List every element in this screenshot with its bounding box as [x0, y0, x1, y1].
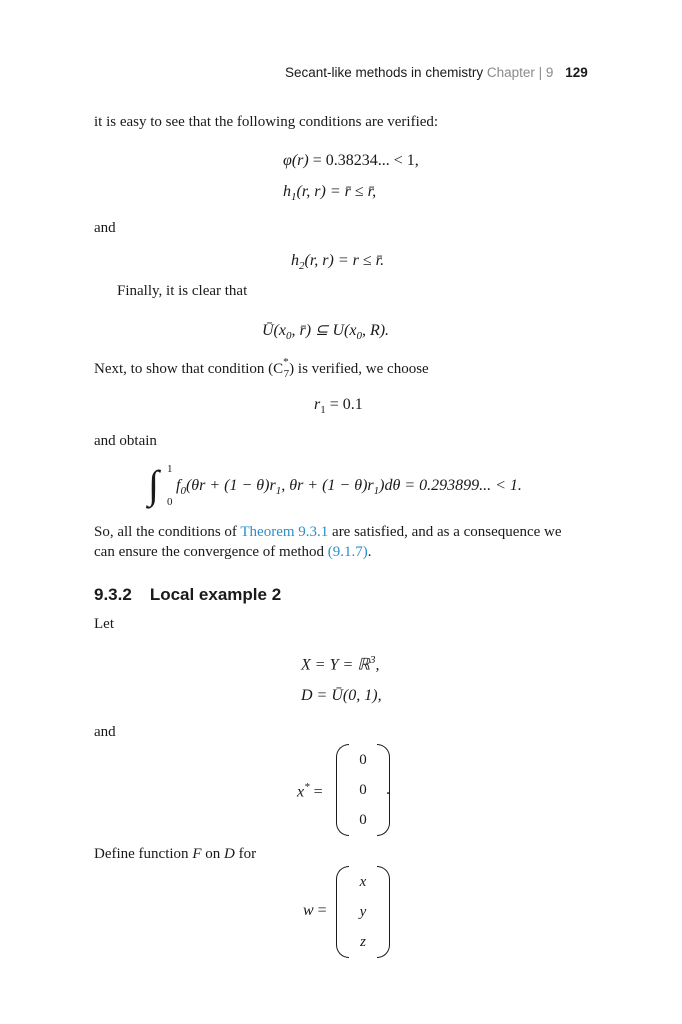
phi-rhs: = 0.38234... < 1, [312, 152, 419, 169]
matrix-entry: 0 [359, 751, 367, 768]
next-sup: * [283, 356, 289, 368]
equation-spaces [301, 654, 379, 674]
spaces-text: X = Y = ℝ [301, 656, 370, 674]
eq4-a: Ū(x [262, 322, 286, 339]
define-c: for [234, 846, 257, 862]
h1-fn: h [283, 183, 291, 200]
equation-integral [148, 463, 568, 513]
left-paren [336, 744, 349, 836]
page-number: 129 [565, 65, 588, 80]
h2-args: (r, r) = r ≤ r̄. [304, 252, 385, 269]
matrix-entry: 0 [359, 781, 367, 798]
matrix-column [349, 745, 377, 835]
integral-upper: 1 [167, 463, 173, 475]
section-number: 9.3.2 [94, 585, 132, 604]
so-part2: are satisfied, and as a consequence we [328, 524, 562, 540]
running-header [285, 65, 588, 80]
integral-lower: 0 [167, 496, 173, 508]
w-lhs [303, 902, 327, 920]
word-let: Let [94, 616, 114, 632]
matrix-x-star [336, 744, 390, 836]
matrix-column [349, 867, 377, 957]
define-F: F [192, 846, 202, 862]
chapter-label: Chapter [486, 65, 535, 80]
equation-phi [283, 152, 419, 170]
x-star-eq: = [313, 783, 323, 801]
section-heading [94, 585, 281, 605]
next-before: Next, to show that condition (C [94, 361, 284, 377]
chapter-number: 9 [545, 65, 554, 80]
para-obtain: and obtain [94, 433, 157, 449]
eq4-sub-b: 0 [356, 330, 362, 343]
define-D: D [223, 846, 235, 862]
so-end: . [367, 544, 372, 560]
header-separator: | [538, 65, 543, 80]
para-define [94, 846, 256, 863]
h1-args: (r, r) = r̄ ≤ r̄, [296, 183, 377, 200]
next-sub: 7 [283, 368, 290, 380]
integrand-b: , θr + (1 − θ)r [281, 477, 374, 494]
r1-fn: r [314, 396, 321, 413]
theorem-link[interactable]: Theorem 9.3.1 [240, 524, 329, 540]
left-paren [336, 866, 349, 958]
integral-body [176, 477, 522, 497]
x-star-symbol: x [297, 783, 305, 801]
spaces-end: , [375, 656, 380, 674]
integrand-fn: f [176, 477, 181, 494]
matrix-entry: x [359, 873, 367, 890]
para-finally: Finally, it is clear that [117, 283, 248, 299]
equation-h1 [283, 183, 376, 203]
matrix-entry: y [359, 903, 367, 920]
para-next [94, 358, 429, 380]
integrand-a: (θr + (1 − θ)r [185, 477, 276, 494]
x-star-lhs [297, 781, 323, 801]
define-a: Define function [94, 846, 193, 862]
so-line2: can ensure the convergence of method [94, 544, 328, 560]
section-title: Local example 2 [149, 585, 282, 604]
para-intro: it is easy to see that the following conditions are verified: [94, 114, 439, 130]
r1-sub: 1 [320, 404, 326, 417]
so-part1: So, all the conditions of [94, 524, 241, 540]
equation-h2 [291, 252, 384, 272]
h2-sub: 2 [299, 260, 305, 273]
eq4-b: , r̄) ⊆ U(x [291, 322, 357, 339]
running-title: Secant-like methods in chemistry [285, 65, 484, 80]
w-symbol: w [303, 902, 314, 919]
eq4-sub-a: 0 [285, 330, 292, 343]
equation-r1 [314, 396, 363, 416]
integrand-c: )dθ = 0.293899... < 1. [379, 477, 522, 494]
integrand-sub-b: 1 [373, 485, 380, 498]
x-star-sup: * [304, 781, 310, 793]
method-link[interactable]: (9.1.7) [327, 544, 368, 560]
word-and-2: and [94, 724, 116, 740]
eq4-c: , R). [361, 322, 390, 339]
integrand-sub-a: 1 [275, 485, 282, 498]
next-after: ) is verified, we choose [289, 361, 429, 377]
spaces-sup: 3 [369, 654, 376, 666]
matrix-entry: z [360, 933, 366, 950]
h2-fn: h [291, 252, 299, 269]
define-b: on [201, 846, 224, 862]
para-so-line1 [94, 524, 562, 541]
integral-sign: ∫ [148, 462, 159, 507]
r1-rest: = 0.1 [325, 396, 363, 413]
phi-lhs: φ(r) [283, 152, 309, 169]
integrand-fn-sub: 0 [180, 485, 186, 498]
para-so-line2 [94, 544, 372, 561]
equation-subset [262, 320, 389, 342]
equation-domain: D = Ū(0, 1), [301, 687, 382, 704]
right-paren [377, 866, 390, 958]
word-and-1: and [94, 220, 116, 236]
matrix-entry: 0 [359, 811, 367, 828]
h1-sub: 1 [291, 191, 297, 204]
x-star-end: . [386, 781, 390, 798]
w-eq: = [317, 902, 327, 919]
matrix-w [336, 866, 390, 958]
